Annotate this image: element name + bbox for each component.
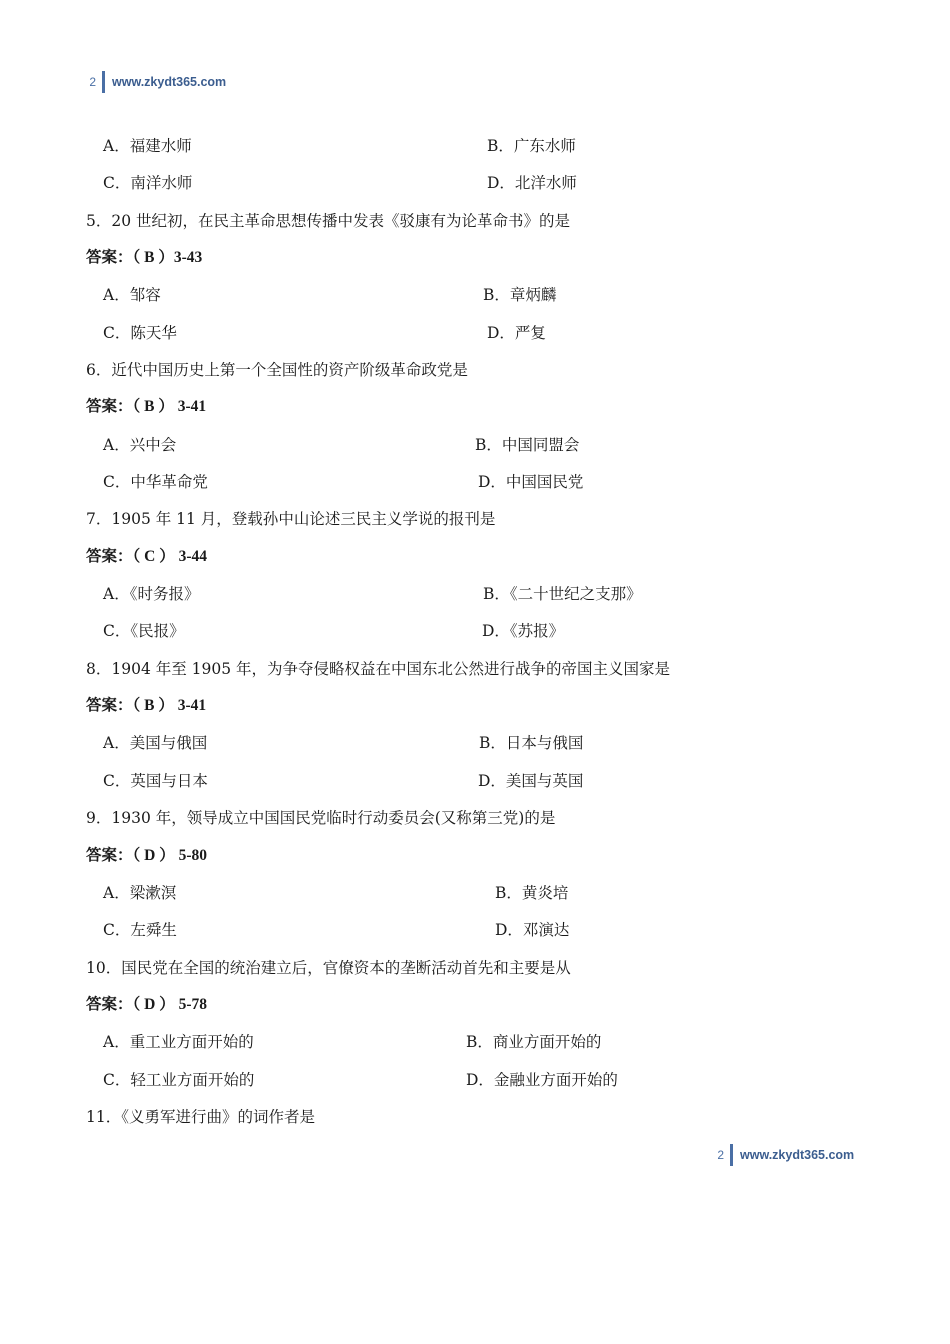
q5-option-b: B．章炳麟 — [483, 286, 557, 304]
q5-option-d: D．严复 — [487, 324, 546, 342]
q6-option-b: B．中国同盟会 — [475, 436, 580, 454]
q10-option-a: A．重工业方面开始的 — [103, 1033, 254, 1051]
page-footer — [712, 1143, 854, 1167]
q6-question: 6．近代中国历史上第一个全国性的资产阶级革命政党是 — [86, 361, 468, 379]
q7-option-b: B．《二十世纪之支那》 — [483, 585, 642, 603]
q10-option-c: C．轻工业方面开始的 — [103, 1071, 255, 1089]
footer-page-number: 2 — [717, 1148, 724, 1162]
q8-option-a: A．美国与俄国 — [103, 734, 208, 752]
q10-question: 10．国民党在全国的统治建立后，官僚资本的垄断活动首先和主要是从 — [86, 959, 571, 977]
q8-option-c: C．英国与日本 — [103, 772, 208, 790]
q4-option-d: D．北洋水师 — [487, 174, 577, 192]
header-page-number: 2 — [89, 75, 96, 89]
q6-option-a: A．兴中会 — [103, 436, 177, 454]
q7-answer: 答案：（ C ） 3-44 — [86, 548, 207, 565]
q10-option-d: D．金融业方面开始的 — [466, 1071, 618, 1089]
q6-option-d: D．中国国民党 — [478, 473, 584, 491]
q7-question: 7．1905 年 11 月，登载孙中山论述三民主义学说的报刊是 — [86, 510, 496, 528]
q4-option-b: B．广东水师 — [487, 137, 576, 155]
page-header — [84, 70, 226, 94]
q4-option-c: C．南洋水师 — [103, 174, 193, 192]
q8-option-b: B．日本与俄国 — [479, 734, 584, 752]
header-url[interactable]: www.zkydt365.com — [112, 75, 227, 89]
q9-option-c: C．左舜生 — [103, 921, 177, 939]
footer-url[interactable]: www.zkydt365.com — [740, 1148, 855, 1162]
q7-option-d: D．《苏报》 — [482, 622, 565, 640]
q5-question: 5．20 世纪初，在民主革命思想传播中发表《驳康有为论革命书》的是 — [86, 212, 571, 230]
q8-question: 8．1904 年至 1905 年，为争夺侵略权益在中国东北公然进行战争的帝国主义国家是 — [86, 660, 671, 678]
q8-option-d: D．美国与英国 — [478, 772, 584, 790]
q11-question: 11．《义勇军进行曲》的词作者是 — [86, 1108, 315, 1126]
q7-option-c: C．《民报》 — [103, 622, 185, 640]
q9-question: 9．1930 年，领导成立中国国民党临时行动委员会(又称第三党)的是 — [86, 809, 556, 827]
footer-divider — [730, 1144, 733, 1166]
q5-option-c: C．陈天华 — [103, 324, 177, 342]
q6-option-c: C．中华革命党 — [103, 473, 208, 491]
q4-option-a: A．福建水师 — [103, 137, 192, 155]
q5-option-a: A．邹容 — [103, 286, 161, 304]
q5-answer: 答案：（ B ）3-43 — [86, 249, 203, 266]
q8-answer: 答案：（ B ） 3-41 — [86, 697, 207, 714]
q9-answer: 答案：（ D ） 5-80 — [86, 847, 207, 864]
q7-option-a: A．《时务报》 — [103, 585, 200, 603]
q9-option-a: A．梁漱溟 — [103, 884, 177, 902]
q6-answer: 答案：（ B ） 3-41 — [86, 398, 207, 415]
q10-option-b: B．商业方面开始的 — [466, 1033, 602, 1051]
q10-answer: 答案：（ D ） 5-78 — [86, 996, 207, 1013]
header-divider — [102, 71, 105, 93]
q9-option-d: D．邓演达 — [495, 921, 570, 939]
q9-option-b: B．黄炎培 — [495, 884, 569, 902]
